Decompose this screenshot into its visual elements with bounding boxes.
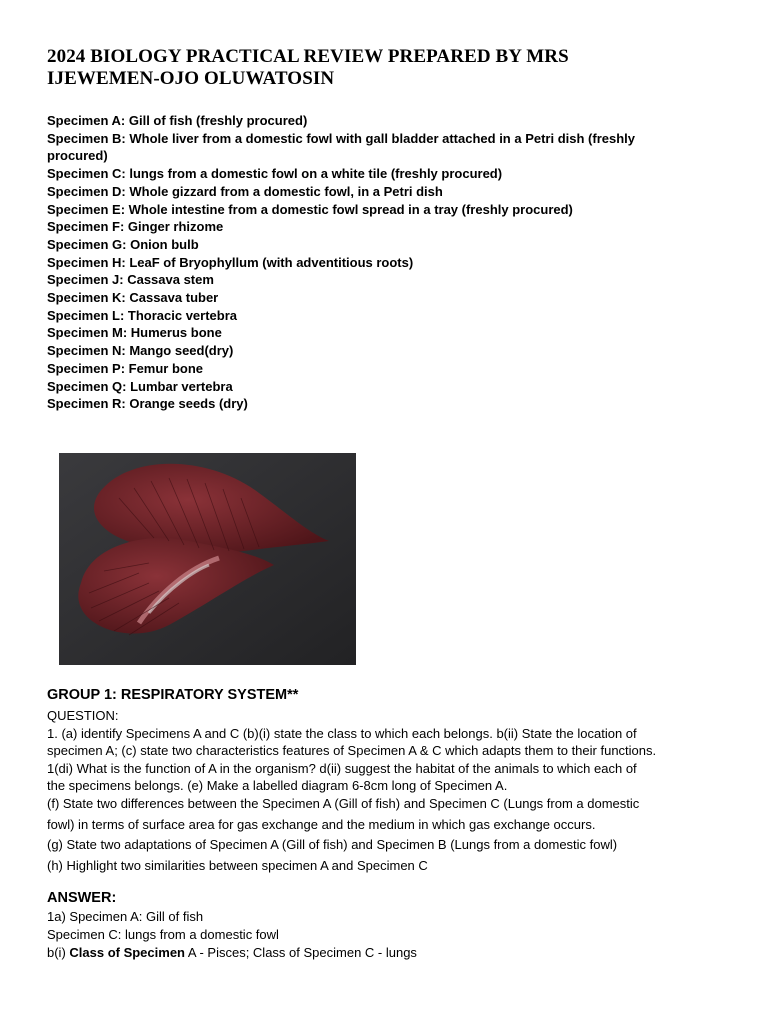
- group-heading: GROUP 1: RESPIRATORY SYSTEM**: [47, 687, 299, 703]
- question-block: [47, 707, 727, 874]
- answer-class-line: [47, 944, 727, 962]
- specimen-line: Specimen D: Whole gizzard from a domestic fowl, in a Petri dish: [47, 183, 443, 199]
- specimen-line: Specimen B: Whole liver from a domestic fowl with gall bladder attached in a Petri dish (freshly: [47, 130, 636, 146]
- question-line: (g) State two adaptations of Specimen A (Gill of fish) and Specimen B (Lungs from a domestic fowl): [47, 837, 618, 853]
- specimen-line: Specimen P: Femur bone: [47, 360, 204, 376]
- answer-line: Specimen C: lungs from a domestic fowl: [47, 927, 279, 942]
- specimen-line: Specimen E: Whole intestine from a domestic fowl spread in a tray (freshly procured): [47, 201, 573, 217]
- question-line: (f) State two differences between the Specimen A (Gill of fish) and Specimen C (Lungs from a domestic: [47, 795, 640, 811]
- question-line: the specimens belongs. (e) Make a labelled diagram 6-8cm long of Specimen A.: [47, 778, 508, 794]
- specimen-line: Specimen R: Orange seeds (dry): [47, 396, 248, 412]
- specimen-line: Specimen A: Gill of fish (freshly procured): [47, 113, 308, 128]
- specimen-line: Specimen G: Onion bulb: [47, 236, 199, 252]
- answer-class-bold: Class of Specimen: [69, 945, 185, 960]
- title-line-2: IJEWEMEN-OJO OLUWATOSIN: [47, 68, 335, 89]
- specimen-line: Specimen N: Mango seed(dry): [47, 343, 234, 359]
- answer-block: [47, 908, 727, 962]
- question-line: fowl) in terms of surface area for gas exchange and the medium in which gas exchange occurs.: [47, 816, 596, 832]
- answer-class-rest: A - Pisces; Class of Specimen C - lungs: [185, 945, 417, 960]
- question-label: QUESTION:: [47, 708, 119, 723]
- specimen-line: Specimen K: Cassava tuber: [47, 290, 219, 306]
- question-line: specimen A; (c) state two characteristics features of Specimen A & C which adapts them to their functions.: [47, 743, 657, 759]
- specimen-line: Specimen F: Ginger rhizome: [47, 219, 224, 235]
- title-line-1: 2024 BIOLOGY PRACTICAL REVIEW PREPARED BY MRS: [47, 46, 569, 67]
- specimen-list: [47, 112, 727, 413]
- specimen-line: Specimen C: lungs from a domestic fowl on a white tile (freshly procured): [47, 166, 503, 182]
- answer-class-prefix: b(i): [47, 945, 70, 960]
- answer-heading: ANSWER:: [47, 890, 117, 906]
- specimen-line: Specimen M: Humerus bone: [47, 325, 222, 341]
- question-line: 1. (a) identify Specimens A and C (b)(i) state the class to which each belongs. b(ii) State the location of: [47, 725, 637, 741]
- specimen-line: Specimen H: LeaF of Bryophyllum (with adventitious roots): [47, 254, 414, 270]
- document-title: [47, 46, 727, 90]
- specimen-line: procured): [47, 148, 108, 164]
- fish-gill-illustration: [59, 453, 356, 665]
- question-line: 1(di) What is the function of A in the organism? d(ii) suggest the habitat of the animals to which each of: [47, 760, 637, 776]
- fish-gill-photo: [59, 453, 356, 665]
- answer-line: 1a) Specimen A: Gill of fish: [47, 909, 204, 924]
- question-line: (h) Highlight two similarities between specimen A and Specimen C: [47, 857, 428, 873]
- specimen-line: Specimen J: Cassava stem: [47, 272, 214, 288]
- specimen-line: Specimen L: Thoracic vertebra: [47, 307, 238, 323]
- specimen-line: Specimen Q: Lumbar vertebra: [47, 378, 233, 394]
